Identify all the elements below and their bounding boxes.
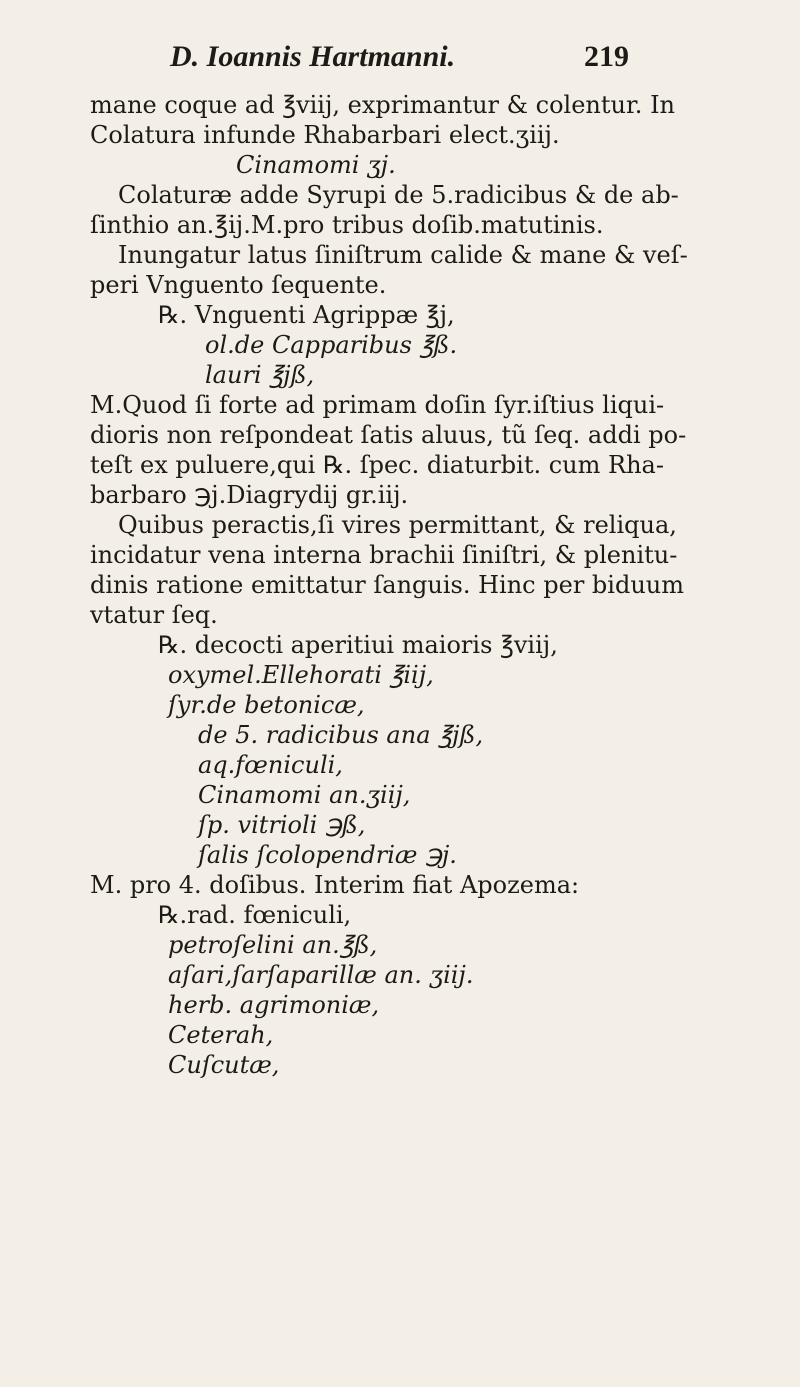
text-line: lauri ℥jß, — [205, 361, 315, 389]
text-line: ſyr.de betonicæ, — [168, 691, 365, 719]
text-line: Inungatur latus ſiniſtrum calide & mane & veſ- — [118, 241, 688, 269]
text-line: M.Quod ſi forte ad primam doſin ſyr.iſtius liqui- — [90, 391, 665, 419]
text-line: ſinthio an.℥ij.M.pro tribus doſib.matutinis. — [90, 211, 604, 239]
text-line: petroſelini an.℥ß, — [168, 931, 378, 959]
text-line: oxymel.Ellehorati ℥iij, — [168, 661, 434, 689]
text-line: Colaturæ adde Syrupi de 5.radicibus & de ab- — [118, 181, 679, 209]
text-line: Quibus peractis,ſi vires permittant, & reliqua, — [118, 511, 677, 539]
text-line: barbaro ℈j.Diagrydij gr.iij. — [90, 481, 409, 509]
text-body — [90, 90, 730, 1080]
text-line: ſalis ſcolopendriæ ℈j. — [198, 841, 457, 869]
text-line: Cuſcutæ, — [168, 1051, 280, 1079]
text-line: Colatura infunde Rhabarbari elect.ʒiij. — [90, 121, 560, 149]
text-line: mane coque ad ℥viij, exprimantur & colentur. In — [90, 91, 675, 119]
text-line: Ceterah, — [168, 1021, 274, 1049]
text-line: incidatur vena interna brachii ſiniſtri, & plenitu- — [90, 541, 678, 569]
text-line: de 5. radicibus ana ℥jß, — [198, 721, 484, 749]
text-line: aſari,ſarſaparillæ an. ʒiij. — [168, 961, 474, 989]
text-line: herb. agrimoniæ, — [168, 991, 380, 1019]
text-line: aq.fœniculi, — [198, 751, 343, 779]
text-line: dioris non reſpondeat ſatis aluus, tũ ſeq. addi po- — [90, 421, 687, 449]
text-line: peri Vnguento ſequente. — [90, 271, 387, 299]
text-line: Cinamomi an.ʒiij, — [198, 781, 411, 809]
text-line: ℞.rad. fœniculi, — [158, 901, 352, 929]
text-line: vtatur ſeq. — [90, 601, 218, 629]
text-line: Cinamomi ʒj. — [236, 151, 396, 179]
text-line: ℞. decocti aperitiui maioris ℥viij, — [158, 631, 558, 659]
text-line: ℞. Vnguenti Agrippæ ℥j, — [158, 301, 455, 329]
running-header — [0, 40, 800, 80]
page-number: 219 — [584, 40, 629, 73]
running-title: D. Ioannis Hartmanni. — [170, 40, 456, 73]
text-line: dinis ratione emittatur ſanguis. Hinc per biduum — [90, 571, 684, 599]
text-line: ſp. vitrioli ℈ß, — [198, 811, 366, 839]
text-line: M. pro 4. doſibus. Interim fiat Apozema: — [90, 871, 580, 899]
text-line: teſt ex puluere,qui ℞. ſpec. diaturbit. cum Rha- — [90, 451, 664, 479]
text-line: ol.de Capparibus ℥ß. — [205, 331, 458, 359]
